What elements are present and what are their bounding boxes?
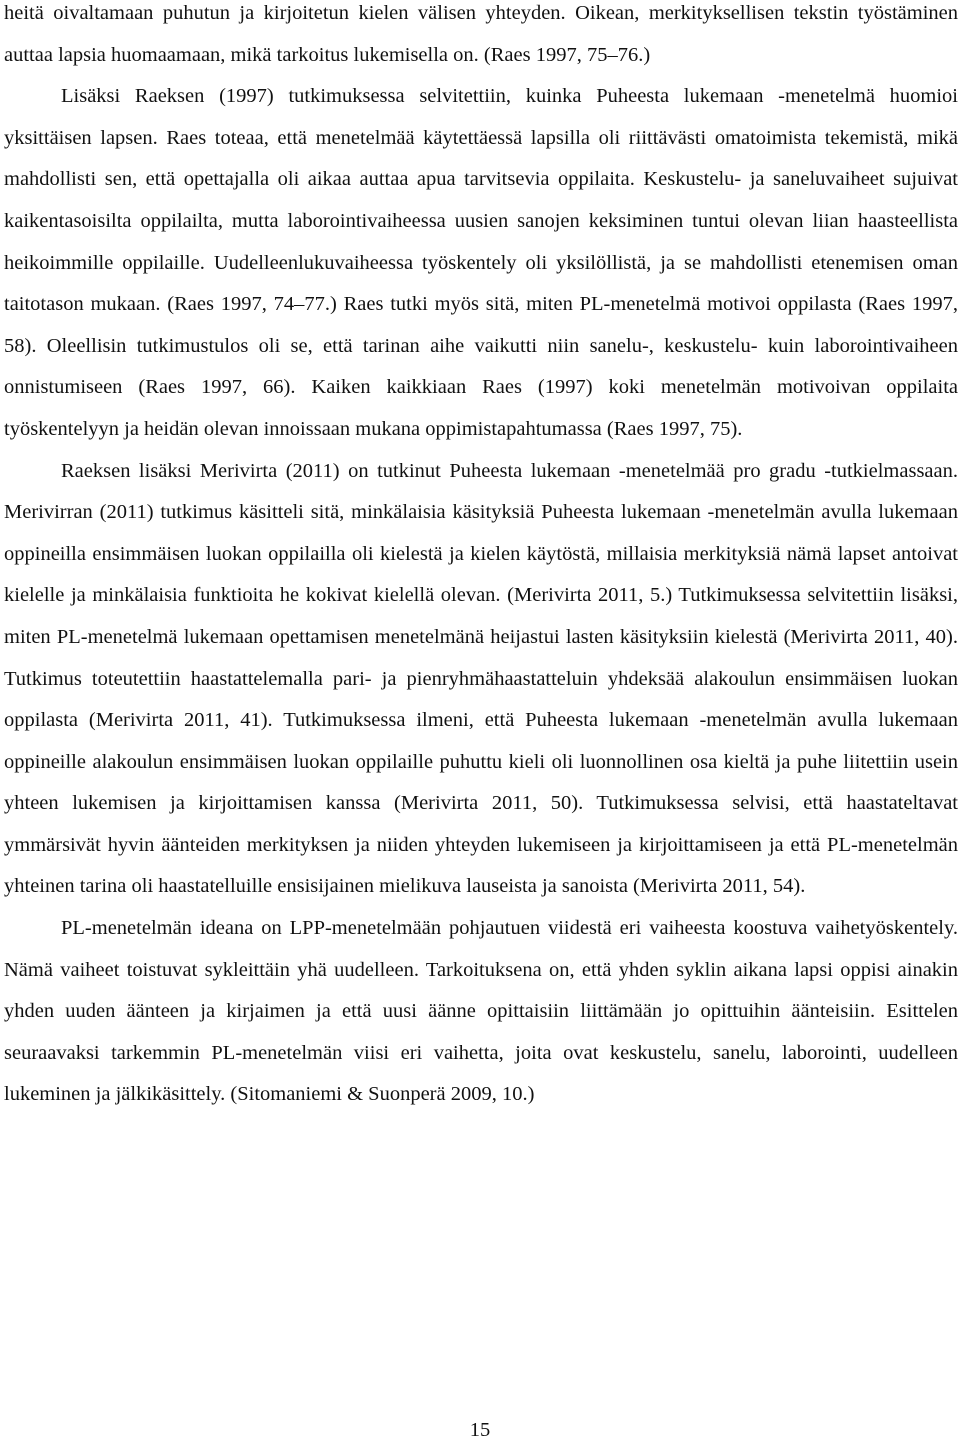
paragraph-merivirta-study: Raeksen lisäksi Merivirta (2011) on tutkinut Puheesta lukemaan -menetelmää pro gradu -tutkielmassaan. Merivirran (2011) tutkimus käsitteli sitä, minkälaisia käsityksiä Puheesta lukemaan -menetelmän avulla lukemaan oppineilla ensimmäisen luokan oppilailla oli kielestä ja kielen käytöstä, millaisia merkityksiä nämä lapset antoivat kielelle ja minkälaisia funktioita he kokivat kielellä olevan. (Merivirta 2011, 5.) Tutkimuksessa selvitettiin lisäksi, miten PL-menetelmä lukemaan opettamisen menetelmänä heijastui lasten käsityksiin kielestä (Merivirta 2011, 40). Tutkimus toteutettiin haastattelemalla pari- ja pienryhmähaastatteluin yhdeksää alakoulun ensimmäisen luokan oppilasta (Merivirta 2011, 41). Tutkimuksessa ilmeni, että Puheesta lukemaan -menetelmän avulla lukemaan oppineille alakoulun ensimmäisen luokan oppilaille puhuttu kieli oli luonnollinen osa kieltä ja puhe liitettiin usein yhteen lukemisen ja kirjoittamisen kanssa (Merivirta 2011, 50). Tutkimuksessa selvisi, että haastateltavat ymmärsivät hyvin äänteiden merkityksen ja niiden yhteyden lukemiseen ja kirjoittamiseen ja että PL-menetelmän yhteinen tarina oli haastatelluille ensisijainen mielikuva lauseista ja sanoista (Merivirta 2011, 54). — [4, 459, 958, 898]
document-page — [4, 0, 958, 1116]
paragraph-pl-method: PL-menetelmän ideana on LPP-menetelmään pohjautuen viidestä eri vaiheesta koostuva vaihetyöskentely. Nämä vaiheet toistuvat sykleittäin yhä uudelleen. Tarkoituksena on, että yhden syklin aikana lapsi oppisi ainakin yhden uuden äänteen ja kirjaimen ja että uusi äänne opittaisiin liittämään jo opittuihin äänteisiin. Esittelen seuraavaksi tarkemmin PL-menetelmän viisi eri vaihetta, joita ovat keskustelu, sanelu, laborointi, uudelleen lukeminen ja jälkikäsittely. (Sitomaniemi & Suonperä 2009, 10.) — [4, 917, 958, 1106]
page-number: 15 — [469, 1419, 491, 1441]
paragraph-continued: heitä oivaltamaan puhutun ja kirjoitetun kielen välisen yhteyden. Oikean, merkityksellisen tekstin työstäminen auttaa lapsia huomaamaan, mikä tarkoitus lukemisella on. (Raes 1997, 75–76.) — [4, 2, 958, 66]
paragraph-raes-study: Lisäksi Raeksen (1997) tutkimuksessa selvitettiin, kuinka Puheesta lukemaan -menetelmä huomioi yksittäisen lapsen. Raes toteaa, että menetelmää käytettäessä lapsilla oli riittävästi omatoimista tekemistä, mikä mahdollisti sen, että opettajalla oli aikaa auttaa apua tarvitsevia oppilaita. Keskustelu- ja saneluvaiheet sujuivat kaikentasoisilta oppilailta, mutta laborointivaiheessa uusien sanojen keksiminen tuntui olevan liian haasteellista heikoimmille oppilaille. Uudelleenlukuvaiheessa työskentely oli yksilöllistä, ja se mahdollisti etenemisen oman taitotason mukaan. (Raes 1997, 74–77.) Raes tutki myös sitä, miten PL-menetelmä motivoi oppilasta (Raes 1997, 58). Oleellisin tutkimustulos oli se, että tarinan aihe vaikutti niin sanelu-, keskustelu- kuin laborointivaiheen onnistumiseen (Raes 1997, 66). Kaiken kaikkiaan Raes (1997) koki menetelmän motivoivan oppilaita työskentelyyn ja heidän olevan innoissaan mukana oppimistapahtumassa (Raes 1997, 75). — [4, 85, 958, 440]
